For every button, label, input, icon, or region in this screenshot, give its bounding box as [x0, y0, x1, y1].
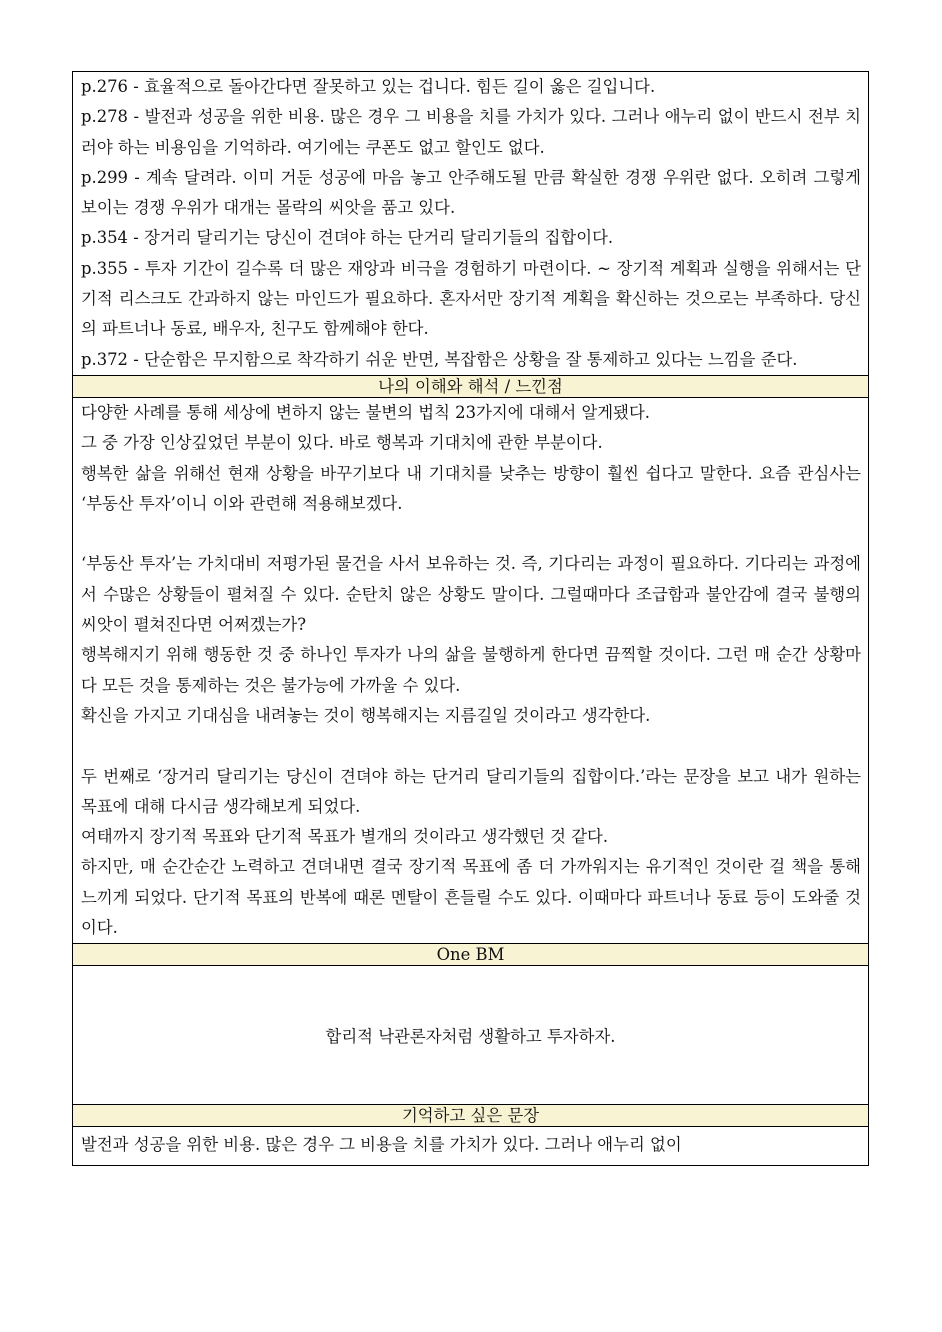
quote-line: p.354 - 장거리 달리기는 당신이 견뎌야 하는 단거리 달리기들의 집합이다. — [81, 228, 614, 248]
one-bm-text: 합리적 낙관론자처럼 생활하고 투자하자. — [325, 1027, 616, 1047]
one-bm-header: One BM — [73, 943, 868, 966]
memorable-cell — [73, 1127, 868, 1165]
interpretation-paragraph: 여태까지 장기적 목표와 단기적 목표가 별개의 것이라고 생각했던 것 같다. — [81, 827, 609, 847]
interpretation-paragraph: 행복한 삶을 위해선 현재 상황을 바꾸기보다 내 기대치를 낮추는 방향이 훨씬 쉽다고 말한다. 요즘 관심사는 ‘부동산 투자’이니 이와 관련해 적용해보겠다. — [81, 463, 861, 513]
quote-line: p.299 - 계속 달려라. 이미 거둔 성공에 마음 놓고 안주해도될 만큼 확실한 경쟁 우위란 없다. 오히려 그렇게 보이는 경쟁 우위가 대개는 몰락의 씨앗을 품고 있다. — [81, 167, 861, 218]
interpretation-paragraph: 다양한 사례를 통해 세상에 변하지 않는 불변의 법칙 23가지에 대해서 알게됐다. — [81, 402, 650, 422]
interpretation-paragraph: 행복해지기 위해 행동한 것 중 하나인 투자가 나의 삶을 불행하게 한다면 끔찍할 것이다. 그런 매 순간 상황마다 모든 것을 통제하는 것은 불가능에 가까울 수 있다. — [81, 645, 861, 695]
interpretation-header: 나의 이해와 해석 / 느낀점 — [73, 375, 868, 398]
interpretation-paragraph: 하지만, 매 순간순간 노력하고 견뎌내면 결국 장기적 목표에 좀 더 가까워지는 유기적인 것이란 걸 책을 통해 느끼게 되었다. 단기적 목표의 반복에 때론 멘탈이 흔들릴 수도 있다. 이때마다 파트너나 동료 등이 도와줄 것이다. — [81, 857, 861, 938]
quote-line: p.278 - 발전과 성공을 위한 비용. 많은 경우 그 비용을 치를 가치가 있다. 그러나 애누리 없이 반드시 전부 치러야 하는 비용임을 기억하라. 여기에는 쿠폰도 없고 할인도 없다. — [81, 107, 861, 157]
blank-line — [81, 519, 861, 549]
quotes-cell — [73, 72, 868, 375]
quote-line: p.276 - 효율적으로 돌아간다면 잘못하고 있는 겁니다. 힘든 길이 옳은 길입니다. — [81, 77, 656, 96]
memorable-text: 발전과 성공을 위한 비용. 많은 경우 그 비용을 치를 가치가 있다. 그러나 애누리 없이 — [81, 1135, 682, 1155]
interpretation-paragraph: 그 중 가장 인상깊었던 부분이 있다. 바로 행복과 기대치에 관한 부분이다. — [81, 433, 603, 453]
blank-line — [81, 731, 861, 761]
one-bm-cell — [73, 966, 868, 1104]
book-report-table — [72, 71, 869, 1166]
interpretation-cell — [73, 398, 868, 943]
interpretation-paragraph: 확신을 가지고 기대심을 내려놓는 것이 행복해지는 지름길일 것이라고 생각한다. — [81, 705, 651, 725]
quote-line: p.355 - 투자 기간이 길수록 더 많은 재앙과 비극을 경험하기 마련이다. ~ 장기적 계획과 실행을 위해서는 단기적 리스크도 간과하지 않는 마인드가 필요하다. 혼자서만 장기적 계획을 확신하는 것으로는 부족하다. 당신의 파트너나 동료, 배우자, 친구도 함께해야 한다. — [81, 258, 861, 339]
memorable-header: 기억하고 싶은 문장 — [73, 1104, 868, 1127]
quote-line: p.372 - 단순함은 무지함으로 착각하기 쉬운 반면, 복잡함은 상황을 잘 통제하고 있다는 느낌을 준다. — [81, 349, 798, 369]
interpretation-paragraph: ‘부동산 투자’는 가치대비 저평가된 물건을 사서 보유하는 것. 즉, 기다리는 과정이 필요하다. 기다리는 과정에서 수많은 상황들이 펼쳐질 수 있다. 순탄치 않은 상황도 말이다. 그럴때마다 조급함과 불안감에 결국 불행의 씨앗이 펼쳐진다면 어쩌겠는가? — [81, 554, 861, 635]
interpretation-paragraph: 두 번째로 ‘장거리 달리기는 당신이 견뎌야 하는 단거리 달리기들의 집합이다.’라는 문장을 보고 내가 원하는 목표에 대해 다시금 생각해보게 되었다. — [81, 766, 861, 816]
